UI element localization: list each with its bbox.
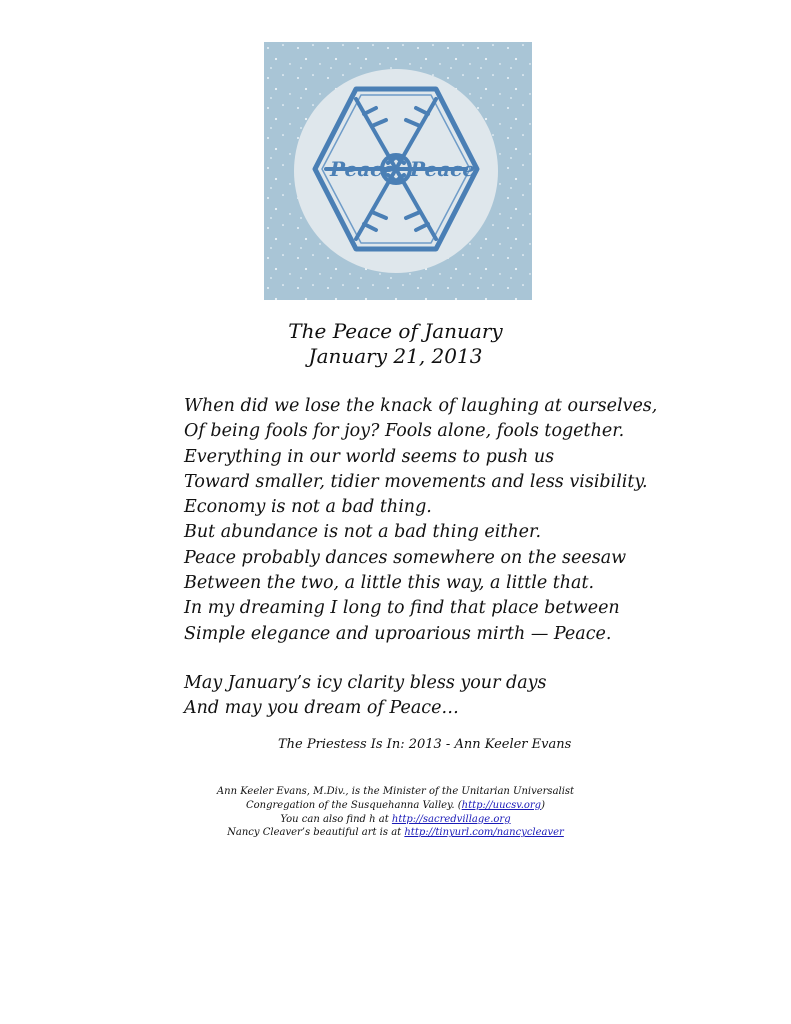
credits-line-1: Ann Keeler Evans, M.Div., is the Minister of the Unitarian Universalist [216, 786, 575, 797]
snowflake-peace-artwork [264, 42, 532, 300]
poem-title: The Peace of January [288, 319, 503, 343]
credits-text: ) [541, 799, 545, 811]
credits-text: You can also find h at [280, 813, 392, 825]
poem-line: Simple elegance and uproarious mirth — Peace. [184, 623, 612, 644]
credits-block [0, 785, 791, 840]
poem-line: May January’s icy clarity bless your days [184, 672, 547, 693]
credits-text: Nancy Cleaver’s beautiful art is at [227, 827, 405, 839]
credits-line-3 [0, 813, 791, 827]
uucsv-link[interactable]: http://uucsv.org [461, 799, 542, 811]
poem-date: January 21, 2013 [308, 344, 483, 368]
poem-stanza-2 [184, 671, 704, 722]
poem-line: Peace probably dances somewhere on the seesaw [184, 547, 627, 568]
poem-line: Between the two, a little this way, a little that. [184, 573, 595, 594]
credits-line-2 [0, 799, 791, 813]
sacredvillage-link[interactable]: http://sacredvillage.org [391, 813, 511, 825]
poem-line: And may you dream of Peace… [184, 698, 459, 719]
poem-line: Economy is not a bad thing. [184, 497, 432, 518]
poem-line: In my dreaming I long to find that place between [184, 598, 620, 619]
poem-line: Of being fools for joy? Fools alone, fools together. [184, 421, 625, 442]
credits-line-4 [0, 826, 791, 840]
artwork-lettering-right: Peace [410, 157, 476, 181]
nancycleaver-link[interactable]: http://tinyurl.com/nancycleaver [404, 827, 564, 839]
artwork-lettering-left: Peace [330, 157, 396, 181]
poem-line: Everything in our world seems to push us [184, 446, 555, 467]
poem-line: Toward smaller, tidier movements and less visibility. [184, 471, 648, 492]
author-signature: The Priestess Is In: 2013 - Ann Keeler Evans [278, 737, 572, 752]
poem-body [184, 394, 704, 722]
credits-text: Congregation of the Susquehanna Valley. ( [245, 799, 462, 811]
poem-stanza-1 [184, 394, 704, 647]
poem-line: But abundance is not a bad thing either. [184, 522, 542, 543]
poem-line: When did we lose the knack of laughing at ourselves, [184, 396, 658, 416]
